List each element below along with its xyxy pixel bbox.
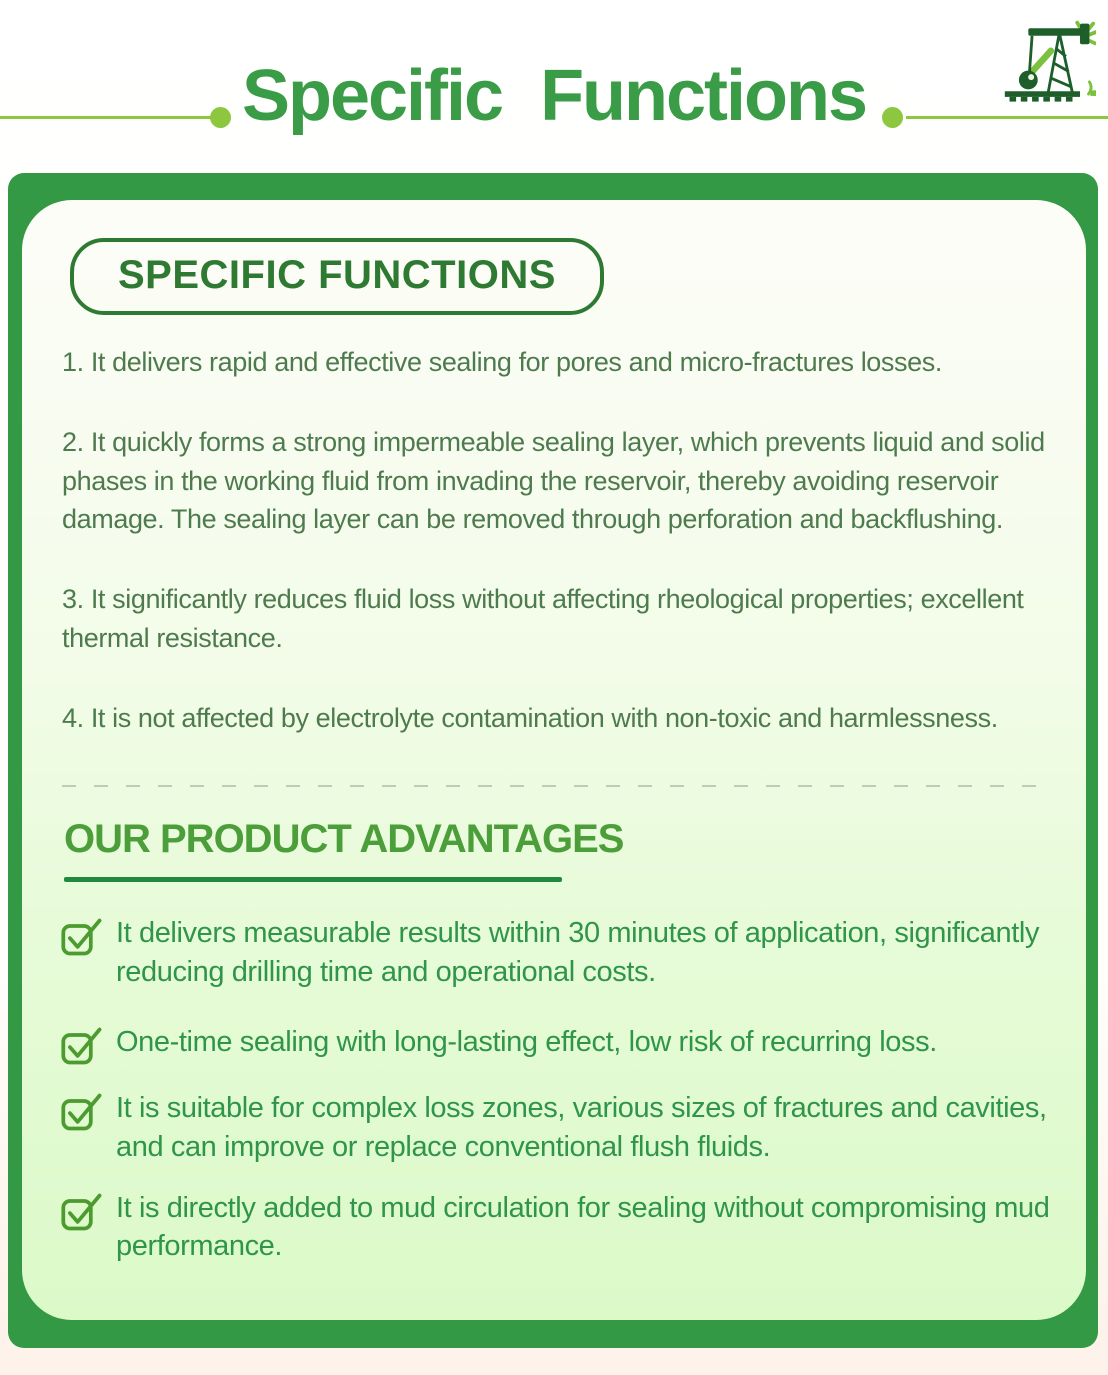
function-item-3: 3. It significantly reduces fluid loss without affecting rheological properties; excellent thermal resistance. [62, 584, 1024, 653]
function-item-1: 1. It delivers rapid and effective sealing for pores and micro-fractures losses. [62, 347, 942, 377]
page-header [0, 0, 1108, 173]
function-item-4: 4. It is not affected by electrolyte contamination with non-toxic and harmlessness. [62, 702, 998, 733]
dashed-divider [62, 785, 1046, 787]
advantage-text: One-time sealing with long-lasting effect, low risk of recurring loss. [116, 1026, 937, 1059]
advantage-item-4 [60, 1189, 1056, 1266]
content-frame [8, 173, 1098, 1348]
advantages-title: OUR PRODUCT ADVANTAGES [64, 817, 624, 862]
advantages-underline [64, 877, 562, 882]
header-dot-right [882, 107, 903, 128]
checkbox-check-icon [60, 1025, 104, 1067]
functions-title-box [70, 238, 604, 315]
function-item-2: 2. It quickly forms a strong impermeable sealing layer, which prevents liquid and solid phases in the working fluid from invading the reservoir, thereby avoiding reservoir damage. The sealing layer can be removed through perforation and backflushing. [62, 427, 1045, 534]
advantage-text: It is directly added to mud circulation for sealing without compromising mud performance. [116, 1191, 1050, 1263]
functions-title: SPECIFIC FUNCTIONS [118, 253, 556, 297]
pumpjack-icon [1002, 20, 1096, 108]
page-title: Specific Functions [241, 56, 867, 136]
advantage-item-1 [60, 914, 1056, 991]
checkbox-check-icon [60, 1091, 104, 1133]
advantage-text: It is suitable for complex loss zones, various sizes of fractures and cavities, and can improve or replace conventional flush fluids. [116, 1092, 1047, 1163]
header-rule-right [906, 116, 1108, 119]
advantage-item-3 [60, 1089, 1056, 1166]
advantage-item-2 [60, 1023, 1056, 1067]
checkbox-check-icon [60, 1191, 104, 1233]
checkbox-check-icon [60, 916, 104, 958]
content-card [22, 200, 1086, 1320]
advantage-text: It delivers measurable results within 30 minutes of application, significantly reducing drilling time and operational costs. [116, 917, 1040, 988]
